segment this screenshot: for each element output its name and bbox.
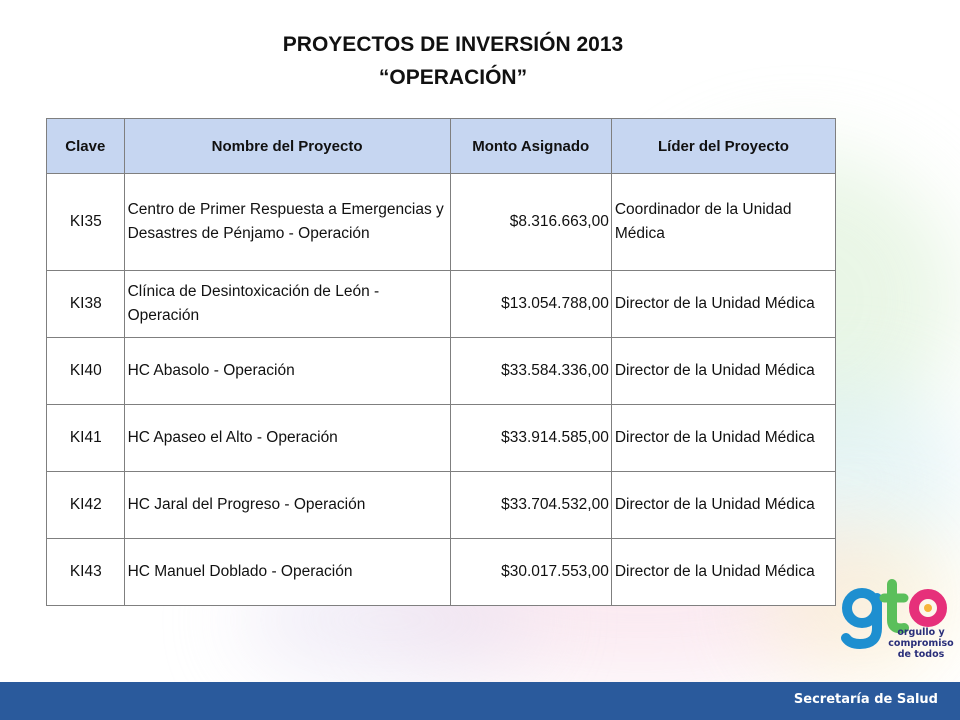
cell-lider: Director de la Unidad Médica bbox=[611, 405, 835, 472]
logo-o-center bbox=[924, 604, 932, 612]
cell-nombre: HC Abasolo - Operación bbox=[124, 338, 450, 405]
cell-monto: $33.704.532,00 bbox=[450, 472, 611, 539]
cell-nombre: HC Apaseo el Alto - Operación bbox=[124, 405, 450, 472]
header-nombre: Nombre del Proyecto bbox=[124, 119, 450, 174]
cell-nombre: HC Manuel Doblado - Operación bbox=[124, 539, 450, 606]
cell-monto: $33.914.585,00 bbox=[450, 405, 611, 472]
cell-lider: Director de la Unidad Médica bbox=[611, 338, 835, 405]
cell-monto: $8.316.663,00 bbox=[450, 174, 611, 271]
header-clave: Clave bbox=[47, 119, 125, 174]
logo-tagline-line-3: de todos bbox=[897, 649, 945, 660]
table-row bbox=[47, 539, 836, 606]
page-title bbox=[0, 28, 906, 94]
cell-monto: $33.584.336,00 bbox=[450, 338, 611, 405]
header-monto: Monto Asignado bbox=[450, 119, 611, 174]
cell-lider: Director de la Unidad Médica bbox=[611, 271, 835, 338]
cell-nombre: Clínica de Desintoxicación de León - Operación bbox=[124, 271, 450, 338]
cell-lider: Coordinador de la Unidad Médica bbox=[611, 174, 835, 271]
cell-lider: Director de la Unidad Médica bbox=[611, 472, 835, 539]
table-row bbox=[47, 405, 836, 472]
title-line-2: “OPERACIÓN” bbox=[378, 66, 528, 89]
table-row bbox=[47, 271, 836, 338]
logo-tagline-line-1: orgullo y bbox=[897, 627, 945, 638]
cell-nombre: Centro de Primer Respuesta a Emergencias y Desastres de Pénjamo - Operación bbox=[124, 174, 450, 271]
projects-table bbox=[46, 118, 836, 606]
cell-monto: $13.054.788,00 bbox=[450, 271, 611, 338]
footer-label: Secretaría de Salud bbox=[793, 692, 938, 707]
table-row bbox=[47, 338, 836, 405]
cell-nombre: HC Jaral del Progreso - Operación bbox=[124, 472, 450, 539]
cell-lider: Director de la Unidad Médica bbox=[611, 539, 835, 606]
table-header-row bbox=[47, 119, 836, 174]
table-row bbox=[47, 174, 836, 271]
cell-clave: KI43 bbox=[47, 539, 125, 606]
table-row bbox=[47, 472, 836, 539]
cell-clave: KI41 bbox=[47, 405, 125, 472]
logo-t-stem bbox=[892, 584, 904, 628]
footer-bar bbox=[0, 682, 960, 720]
cell-clave: KI35 bbox=[47, 174, 125, 271]
cell-monto: $30.017.553,00 bbox=[450, 539, 611, 606]
title-line-1: PROYECTOS DE INVERSIÓN 2013 bbox=[282, 33, 624, 56]
cell-clave: KI40 bbox=[47, 338, 125, 405]
cell-clave: KI42 bbox=[47, 472, 125, 539]
logo-tagline bbox=[888, 627, 954, 660]
logo-tagline-line-2: compromiso bbox=[888, 638, 954, 649]
header-lider: Líder del Proyecto bbox=[611, 119, 835, 174]
cell-clave: KI38 bbox=[47, 271, 125, 338]
